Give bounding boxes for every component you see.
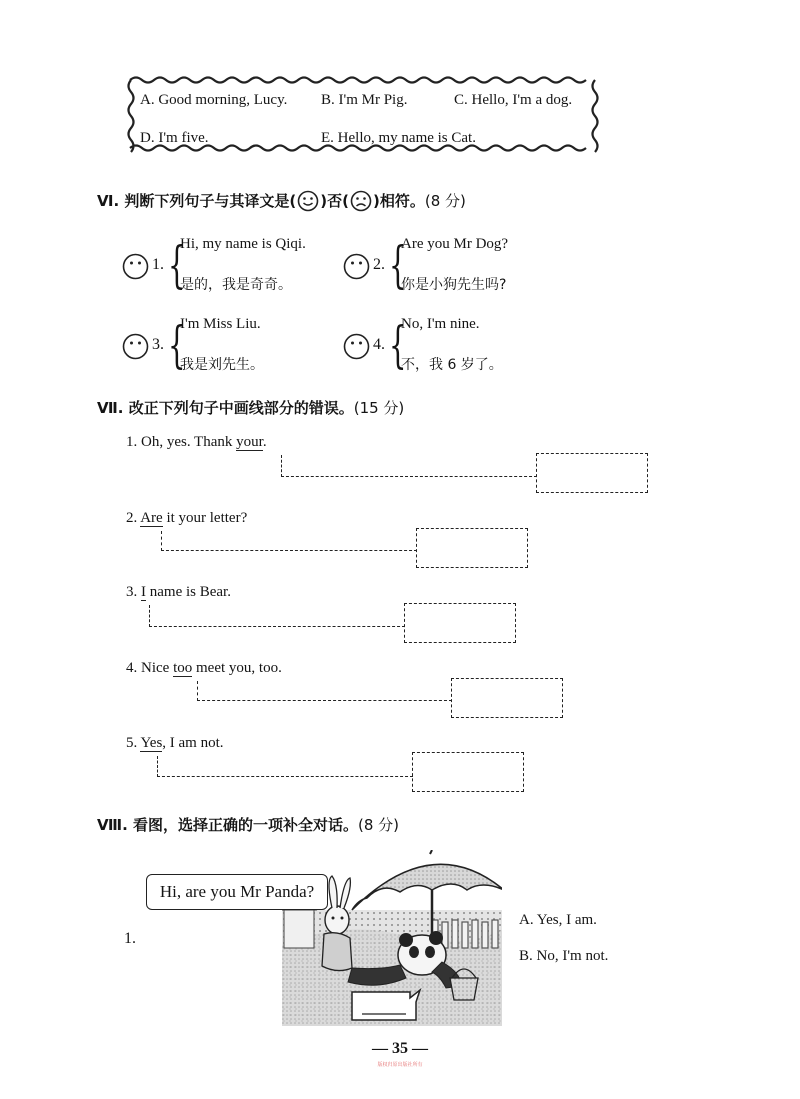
dashed-connector [161, 531, 417, 551]
s7-sentence-3 [126, 584, 231, 601]
s7-s2-underlined: Are [140, 510, 163, 526]
brace-icon: { [168, 236, 186, 294]
brace-icon: { [168, 316, 186, 374]
s6-item2-english: Are you Mr Dog? [401, 236, 509, 252]
smiley-face-icon [297, 190, 319, 212]
option-e: E. Hello, my name is Cat. [321, 130, 476, 146]
s8-question-number: 1. [124, 930, 136, 947]
s7-sentence-5 [126, 735, 224, 752]
dashed-connector [149, 605, 405, 627]
section7-heading [97, 397, 404, 418]
s7-s4-underlined: too [173, 660, 193, 676]
s7-s4-post: meet you, too. [192, 660, 282, 676]
options-box [126, 74, 600, 154]
s7-s3-pre: 3. [126, 584, 141, 600]
section6-heading-text-1: Ⅵ. 判断下列句子与其译文是( [97, 192, 297, 210]
s7-s5-underlined: Yes [140, 735, 163, 751]
s7-s1-pre: 1. Oh, yes. Thank [126, 434, 237, 450]
option-d: D. I'm five. [140, 130, 209, 146]
option-c: C. Hello, I'm a dog. [454, 92, 573, 108]
brace-icon: { [389, 316, 407, 374]
s6-item3-chinese: 我是刘先生。 [180, 357, 264, 373]
section6-heading [97, 190, 466, 212]
s7-s3-post: name is Bear. [146, 584, 231, 600]
s6-item3-number: 3. [152, 336, 164, 353]
answer-box-1[interactable] [536, 453, 648, 493]
s7-s2-post: it your letter? [162, 510, 248, 526]
s7-s2-pre: 2. [126, 510, 141, 526]
s6-item1-number: 1. [152, 256, 164, 273]
answer-box-3[interactable] [404, 603, 516, 643]
s6-item4-english: No, I'm nine. [401, 316, 480, 332]
answer-face-icon[interactable] [122, 333, 149, 360]
section8-heading [97, 814, 399, 835]
dashed-connector [197, 681, 452, 701]
s7-s5-pre: 5. [126, 735, 141, 751]
brace-icon: { [389, 236, 407, 294]
option-a: A. Good morning, Lucy. [140, 92, 288, 108]
option-b: B. I'm Mr Pig. [321, 92, 408, 108]
s6-item4-chinese: 不，我 6 岁了。 [401, 357, 503, 373]
s7-sentence-1 [126, 434, 267, 451]
s6-item1-chinese: 是的，我是奇奇。 [180, 277, 292, 293]
dashed-connector [157, 756, 413, 777]
section6-score: (8 分) [424, 192, 466, 210]
s6-item4-number: 4. [373, 336, 385, 353]
section8-heading-text: Ⅷ. 看图，选择正确的一项补全对话。 [97, 816, 359, 834]
page-number: — 35 — [372, 1040, 428, 1057]
s6-item2-number: 2. [373, 256, 385, 273]
s7-s1-post: . [262, 434, 267, 450]
answer-box-4[interactable] [451, 678, 563, 718]
answer-box-2[interactable] [416, 528, 528, 568]
answer-face-icon[interactable] [343, 253, 370, 280]
s7-s1-underlined: your [236, 434, 263, 450]
choice-b[interactable]: B. No, I'm not. [519, 948, 609, 964]
dashed-connector [281, 455, 537, 477]
s6-item3-english: I'm Miss Liu. [180, 316, 261, 332]
answer-box-5[interactable] [412, 752, 524, 792]
s7-s5-post: , I am not. [162, 735, 224, 751]
s7-sentence-2 [126, 510, 247, 527]
section6-heading-text-3: )相符。 [372, 192, 425, 210]
sad-face-icon [350, 190, 372, 212]
section7-heading-text: Ⅶ. 改正下列句子中画线部分的错误。 [97, 399, 354, 417]
s7-s4-pre: 4. Nice [126, 660, 174, 676]
speech-bubble: Hi, are you Mr Panda? [146, 874, 328, 910]
section7-score: (15 分) [353, 399, 405, 417]
watermark: 版权归原出版社所有 [377, 1062, 423, 1068]
s6-item1-english: Hi, my name is Qiqi. [180, 236, 306, 252]
s7-sentence-4 [126, 660, 282, 677]
section6-heading-text-2: )否( [320, 192, 349, 210]
choice-a[interactable]: A. Yes, I am. [519, 912, 597, 928]
s6-item2-chinese: 你是小狗先生吗? [401, 277, 507, 293]
section8-score: (8 分) [358, 816, 400, 834]
answer-face-icon[interactable] [343, 333, 370, 360]
answer-face-icon[interactable] [122, 253, 149, 280]
s7-s3-underlined: I [141, 584, 146, 600]
